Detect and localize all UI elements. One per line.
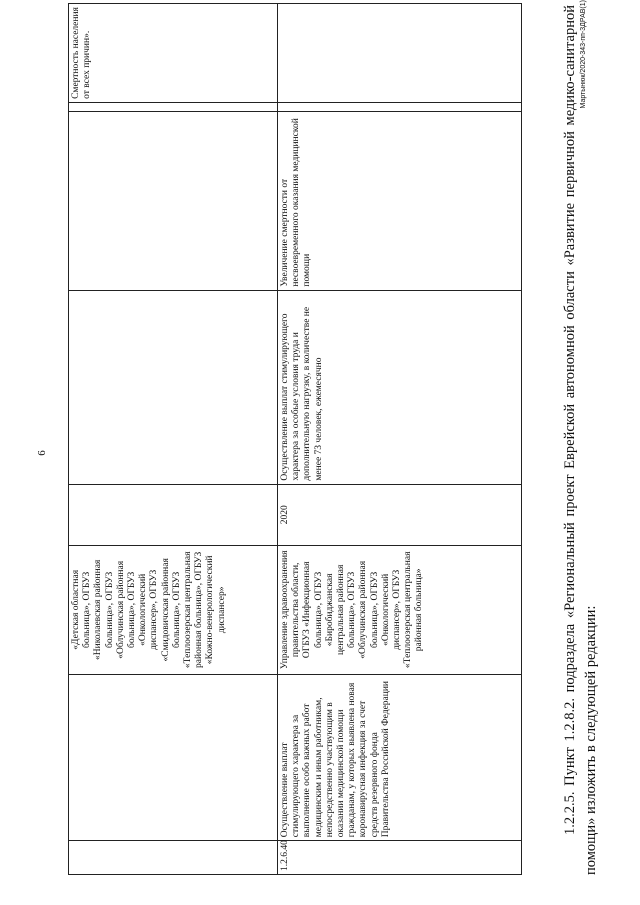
activity-name-cell [69,674,278,840]
document-code: Мартынюк/2020-343-пп-3ДРАВ(1) [580,0,587,109]
amendment-clause: 1.2.2.5. Пункт 1.2.8.2. подраздела «Региональный проект Еврейской автономной области «Развитие первичной медико-санитарной помощи» изложить в следующей редакции: [562,5,600,875]
measure-cell: Осуществление выплат стимулирующего характера за особые условия труда и дополнительную нагрузку, в количестве не менее 73 человек, ежемесячно [278,290,522,484]
executors-cell: Управление здравоохранения правительства области, ОГБУЗ «Инфекционная больница», ОГБУЗ «Биробиджанская центральная районная больница», ОГБУЗ «Облучинская районная больница», ОГБУЗ «Онкологический диспансер», ОГБУЗ «Теплоозерская центральная районная больница» [278,545,522,674]
risk-cell [69,111,278,290]
year-cell [69,484,278,545]
measures-table [68,3,522,875]
number-cell: 1.2.6.40 [278,841,522,875]
target-indicator-cell [278,4,522,103]
target-indicator-cell: Смертность населения от всех причин». [69,4,278,103]
risk-cell: Увеличение смертности от несвоевременного оказания медицинской помощи [278,111,522,290]
year-cell: 2020 [278,484,522,545]
indicator-cell [278,102,522,111]
executors-cell: «Детская областная больница», ОГБУЗ «Николаевская районная больница», ОГБУЗ «Облучинская районная больница», ОГБУЗ «Онкологический диспансер», ОГБУЗ «Смидовичская районная больница», ОГБУЗ «Теплоозерская центральная районная больница», ОГБУЗ «Кожно-венерологический диспансер» [69,545,278,674]
table-row [69,4,278,875]
number-cell [69,841,278,875]
table-row [278,4,522,875]
page-number: 6 [36,450,48,456]
activity-name-cell: Осуществление выплат стимулирующего характера за выполнение особо важных работ медицинским и иным работникам, непосредственно участвующим в оказании медицинской помощи гражданам, у которых выявлена новая коронавирусная инфекция за счет средств резервного фонда Правительства Российской Федерации [278,674,522,840]
indicator-cell [69,102,278,111]
measure-cell [69,290,278,484]
